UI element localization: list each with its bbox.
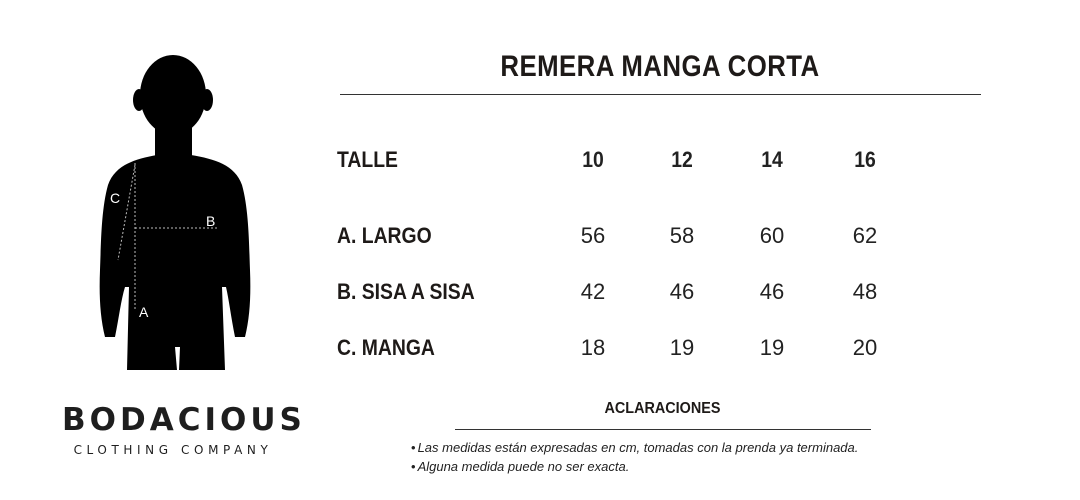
row-label-manga: C. MANGA: [337, 335, 435, 360]
title-divider: [340, 94, 981, 95]
table-cell: 56: [580, 223, 606, 248]
table-cell: 48: [852, 279, 878, 304]
note-text: Alguna medida puede no ser exacta.: [417, 459, 630, 474]
size-header-16: 16: [854, 147, 876, 172]
table-cell: 18: [580, 335, 606, 360]
page-title: REMERA MANGA CORTA: [500, 50, 820, 83]
note-text: Las medidas están expresadas en cm, tomadas con la prenda ya terminada.: [417, 440, 859, 455]
size-header-14: 14: [761, 147, 783, 172]
table-cell: 46: [759, 279, 785, 304]
note-item: [411, 440, 858, 455]
row-label-sisa: B. SISA A SISA: [337, 279, 475, 304]
size-header-10: 10: [582, 147, 604, 172]
table-cell: 19: [669, 335, 695, 360]
note-item: [411, 459, 629, 474]
bullet-icon: •: [411, 459, 416, 474]
measure-label-b: B: [206, 213, 216, 229]
table-cell: 42: [580, 279, 606, 304]
row-label-largo: A. LARGO: [337, 223, 432, 248]
size-header-12: 12: [671, 147, 693, 172]
kid-silhouette-figure: [95, 55, 255, 375]
silhouette-body: [100, 55, 251, 370]
table-cell: 19: [759, 335, 785, 360]
table-cell: 62: [852, 223, 878, 248]
table-cell: 60: [759, 223, 785, 248]
table-cell: 20: [852, 335, 878, 360]
notes-divider: [455, 429, 871, 430]
notes-title: ACLARACIONES: [604, 400, 721, 417]
table-cell: 46: [669, 279, 695, 304]
table-cell: 58: [669, 223, 695, 248]
brand-name: BODACIOUS: [62, 402, 306, 438]
brand-tagline: CLOTHING COMPANY: [73, 443, 273, 457]
table-header-label: TALLE: [337, 147, 398, 172]
measure-label-c: C: [110, 190, 121, 206]
measure-label-a: A: [139, 304, 149, 320]
bullet-icon: •: [411, 440, 416, 455]
